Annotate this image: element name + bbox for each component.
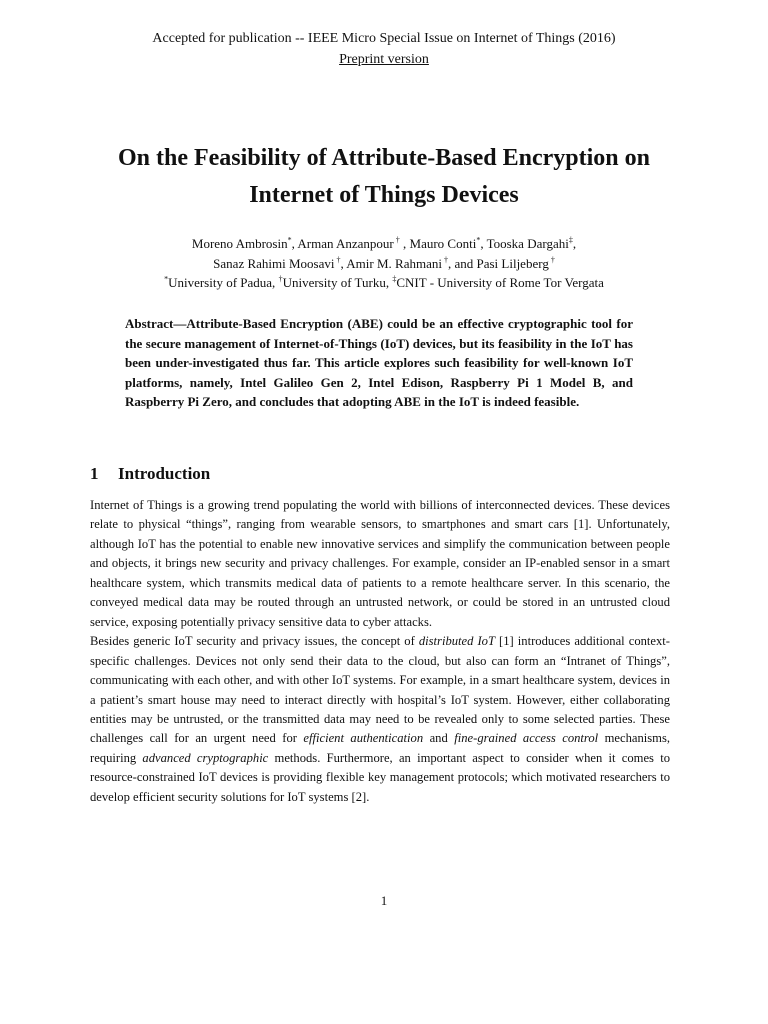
author-name: , Amir M. Rahmani <box>340 255 442 271</box>
author-block <box>60 234 708 293</box>
preprint-label: Preprint version <box>339 52 429 67</box>
affiliation-mark: † <box>334 255 341 265</box>
title-line-2: Internet of Things Devices <box>249 182 519 208</box>
affiliation-mark: † <box>548 255 555 265</box>
author-name: , Arman Anzanpour <box>291 236 394 251</box>
affiliations-line <box>60 273 708 293</box>
text-run: Besides generic IoT security and privacy issues, the concept of <box>90 634 419 649</box>
affiliation-mark: * <box>287 235 292 245</box>
section-number: 1 <box>90 464 99 483</box>
emphasis: distributed IoT <box>418 634 495 649</box>
title-line-1: On the Feasibility of Attribute-Based Encryption on <box>117 145 651 171</box>
text-run: mechanisms, requiring <box>90 731 671 765</box>
affiliation-mark: * <box>476 235 481 245</box>
text-run: [1] introduces additional context-specific challenges. Devices not only send their data to the cloud, but also can form an “Intranet of Things”, communicating with each other, and with other IoT systems. For example, in a smart healthcare system, devices in a patient’s smart house may need to interact directly with hospital’s IoT system. However, either collaborating entities may be untrusted, or the transmitted data may need to be revealed only to some selected parties. These challenges call for an urgent need for <box>90 634 670 746</box>
section-heading <box>90 463 210 485</box>
author-separator: , <box>572 236 577 251</box>
emphasis: efficient authentication <box>303 731 424 746</box>
abstract: Abstract—Attribute-Based Encryption (ABE) could be an effective cryptographic tool for the secure management of Internet-of-Things (IoT) devices, but its feasibility in the IoT has been under-investigated thus far. This article explores such feasibility for well-known IoT platforms, namely, Intel Galileo Gen 2, Intel Edison, Raspberry Pi 1 Model B, and Raspberry Pi Zero, and concludes that adopting ABE in the IoT is indeed feasible. <box>125 316 633 410</box>
text-run: methods. Furthermore, an important aspect to consider when it comes to resource-constrained IoT devices is providing flexible key management protocols; which motivated researchers to develop efficient security solutions for IoT systems [2]. <box>90 750 670 804</box>
emphasis: fine-grained access control <box>454 731 599 746</box>
affiliation: CNIT - University of Rome Tor Vergata <box>396 275 604 290</box>
affiliation: University of Padua, <box>168 275 279 290</box>
affiliation-mark: * <box>164 274 169 284</box>
text-run: and <box>423 731 455 746</box>
author-name: Moreno Ambrosin <box>191 236 288 251</box>
page-number: 1 <box>380 893 388 908</box>
affiliation-mark: † <box>393 235 400 245</box>
affiliation-mark: † <box>441 255 448 265</box>
affiliation-mark: ‡ <box>392 274 397 284</box>
author-name: , Tooska Dargahi <box>480 236 569 251</box>
body-text <box>90 496 670 807</box>
section-title: Introduction <box>118 464 211 483</box>
paper-title <box>60 140 708 214</box>
affiliation: University of Turku, <box>282 275 393 290</box>
author-name: , Mauro Conti <box>399 236 477 251</box>
publication-note: Accepted for publication -- IEEE Micro Special Issue on Internet of Things (2016) <box>152 31 616 46</box>
paragraph-1: Internet of Things is a growing trend populating the world with billions of interconnected devices. These devices relate to physical “things”, ranging from wearable sensors, to smartphones and smart cars [1]. Unfortunately, although IoT has the potential to enable new innovative services and simplify the communication between people and objects, it brings new security and privacy challenges. For example, consider an IP-enabled sensor in a smart healthcare system, which transmits medical data of patients to a remote healthcare server. In this scenario, the conveyed medical data may be routed through an untrusted network, or could be stored in an untrusted cloud service, exposing potentially privacy sensitive data to cyber attacks. <box>90 498 670 629</box>
author-name: , and Pasi Liljeberg <box>447 255 549 271</box>
author-line-1 <box>60 234 708 254</box>
author-line-2 <box>60 254 708 274</box>
affiliation-mark: ‡ <box>568 235 573 245</box>
paragraph-2 <box>90 632 670 807</box>
author-name: Sanaz Rahimi Moosavi <box>213 255 335 271</box>
emphasis: advanced cryptographic <box>142 750 269 765</box>
affiliation-mark: † <box>278 274 283 284</box>
